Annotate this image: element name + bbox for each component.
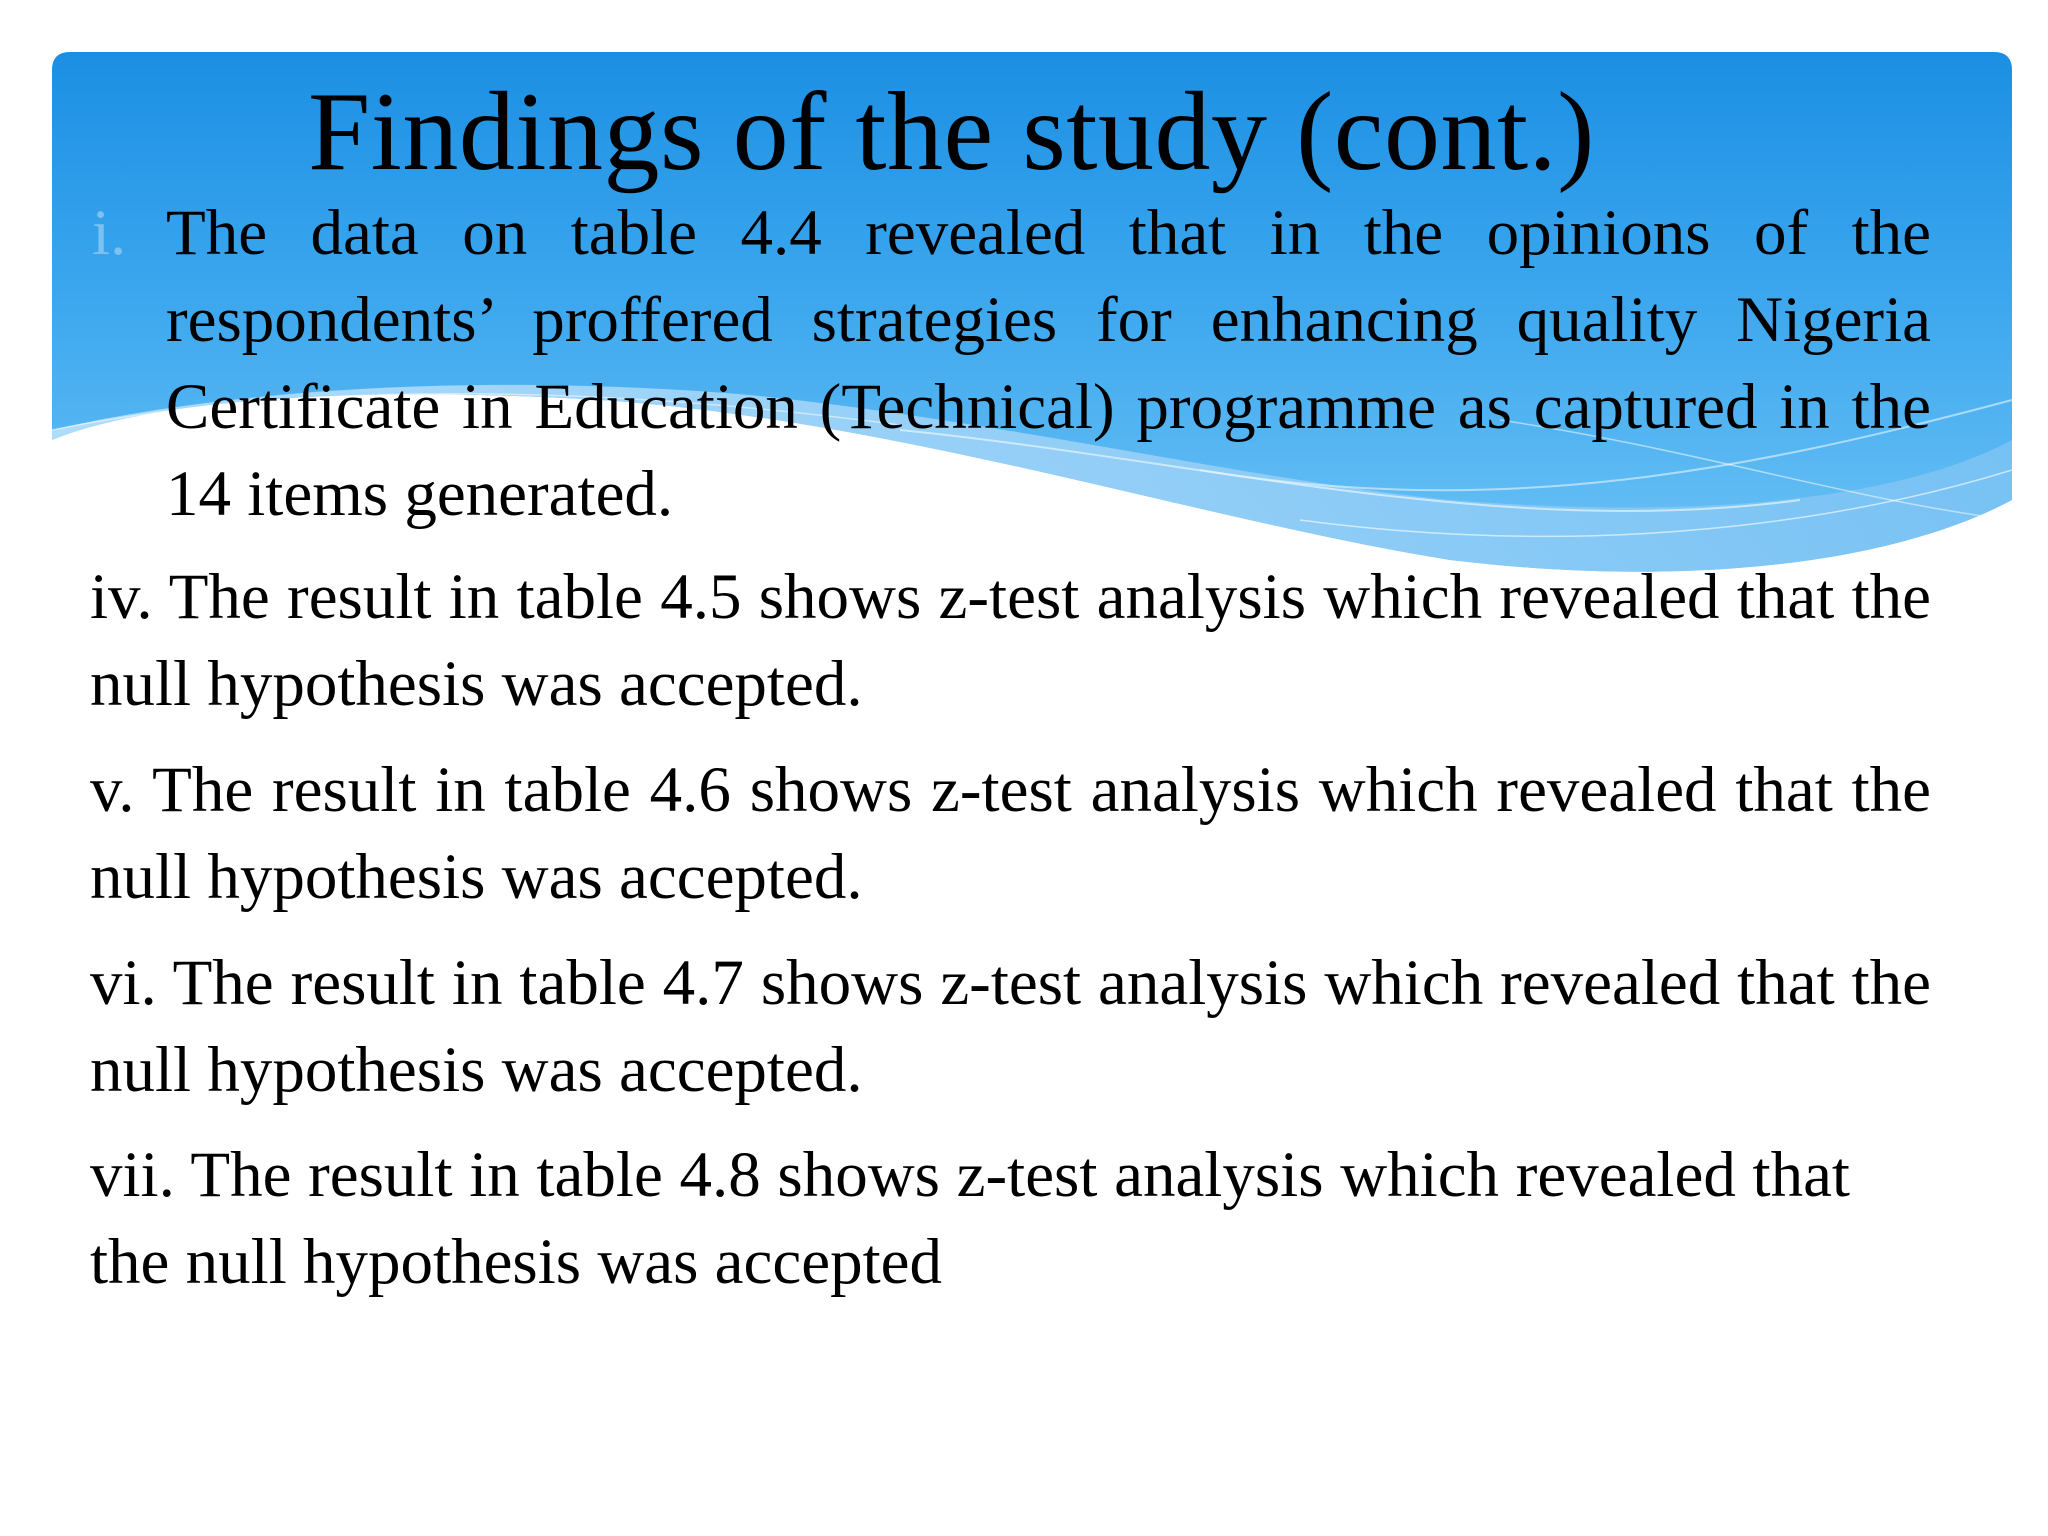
finding-item-2-text: The result in table 4.5 shows z-test analysis which revealed that the null hypothesis was accepted. <box>90 561 1931 720</box>
finding-item-3-text: The result in table 4.6 shows z-test analysis which revealed that the null hypothesis was accepted. <box>90 754 1932 913</box>
finding-item-4-number: vi. <box>90 947 173 1019</box>
finding-item-3 <box>90 747 1931 921</box>
finding-item-5-text: The result in table 4.8 shows z-test analysis which revealed that the null hypothesis was accepted <box>90 1139 1850 1298</box>
finding-item-1 <box>92 190 1931 538</box>
finding-item-2 <box>90 554 1931 728</box>
finding-item-3-number: v. <box>90 754 153 826</box>
finding-item-5-number: vii. <box>90 1139 191 1211</box>
finding-item-4 <box>90 940 1931 1114</box>
finding-item-1-text: The data on table 4.4 revealed that in the opinions of the respondents’ proffered strategies for enhancing quality Nigeria Certificate in Education (Technical) programme as captured in the 14 items generated. <box>166 197 1931 530</box>
finding-item-2-number: iv. <box>90 561 169 633</box>
finding-item-5 <box>90 1132 1850 1306</box>
slide-title: Findings of the study (cont.) <box>308 70 1595 194</box>
finding-item-4-text: The result in table 4.7 shows z-test analysis which revealed that the null hypothesis was accepted. <box>90 947 1932 1106</box>
finding-item-1-number: i. <box>92 197 127 269</box>
